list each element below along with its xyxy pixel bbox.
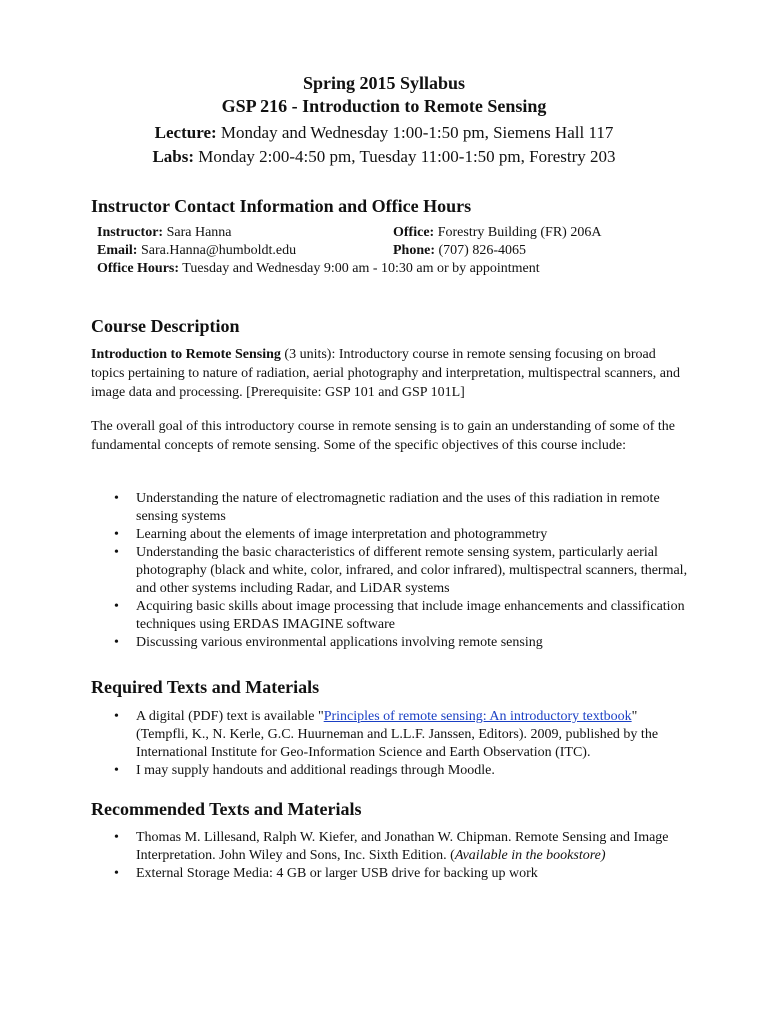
office-label: Office: xyxy=(393,225,435,240)
syllabus-header xyxy=(0,72,768,169)
lecture-value: Monday and Wednesday 1:00-1:50 pm, Siemens Hall 117 xyxy=(216,123,614,142)
contact-heading: Instructor Contact Information and Office Hours xyxy=(91,196,472,216)
lecture-label: Lecture: xyxy=(154,123,217,142)
list-item: • External Storage Media: 4 GB or larger USB drive for backing up work xyxy=(91,865,691,883)
course-description-body: (3 units): Introductory course in remote sensing focusing on broad topics pertaining to nature of radiation, aerial photography and interpretation, multispectral scanners, and image data and processing. [Prerequisite: GSP 101 and GSP 101L] xyxy=(91,347,680,400)
labs-schedule xyxy=(0,145,768,169)
contact-info xyxy=(97,224,657,278)
labs-value: Monday 2:00-4:50 pm, Tuesday 11:00-1:50 pm, Forestry 203 xyxy=(194,147,616,166)
course-description-heading: Course Description xyxy=(91,316,240,336)
list-item: • Learning about the elements of image interpretation and photogrammetry xyxy=(91,526,691,544)
required-texts-list xyxy=(91,708,691,780)
list-item: • Understanding the nature of electromagnetic radiation and the uses of this radiation in remote sensing systems xyxy=(91,490,691,526)
office-hours-label: Office Hours: xyxy=(97,261,180,276)
list-item: • Acquiring basic skills about image processing that include image enhancements and classification techniques using ERDAS IMAGINE software xyxy=(91,598,691,634)
phone-value: (707) 826-4065 xyxy=(435,243,526,258)
office-value: Forestry Building (FR) 206A xyxy=(434,225,602,240)
email-value: Sara.Hanna@humboldt.edu xyxy=(137,243,297,258)
textbook-link[interactable]: Principles of remote sensing: An introductory textbook xyxy=(323,709,632,724)
instructor-value: Sara Hanna xyxy=(163,225,232,240)
required-texts-heading: Required Texts and Materials xyxy=(91,677,320,697)
course-title: GSP 216 - Introduction to Remote Sensing xyxy=(221,96,547,116)
course-name-bold: Introduction to Remote Sensing xyxy=(91,347,281,362)
office-hours-value: Tuesday and Wednesday 9:00 am - 10:30 am or by appointment xyxy=(179,261,540,276)
course-description-text xyxy=(91,345,691,402)
list-item xyxy=(91,829,691,865)
phone-label: Phone: xyxy=(393,243,435,258)
list-item: • Understanding the basic characteristics of different remote sensing system, particularly aerial photography (black and white, color, infrared, and color infrared), multispectral scanners, thermal, and other systems including Radar, and LiDAR systems xyxy=(91,544,691,598)
recommended-texts-heading: Recommended Texts and Materials xyxy=(91,799,362,819)
objectives-list xyxy=(91,490,691,652)
recommended-texts-list xyxy=(91,829,691,883)
required-item1-post: " (Tempfli, K., N. Kerle, G.C. Huurneman and L.L.F. Janssen, Editors). 2009, published by the International Institute for Geo-Information Science and Earth Observation (ITC). xyxy=(136,709,659,760)
course-goal-text: The overall goal of this introductory course in remote sensing is to gain an understanding of some of the fundamental concepts of remote sensing. Some of the specific objectives of this course include: xyxy=(91,419,675,453)
required-item1-pre: A digital (PDF) text is available " xyxy=(136,709,324,724)
list-item: • I may supply handouts and additional readings through Moodle. xyxy=(91,762,691,780)
instructor-label: Instructor: xyxy=(97,225,164,240)
labs-label: Labs: xyxy=(152,147,195,166)
syllabus-title: Spring 2015 Syllabus xyxy=(302,73,466,93)
recommended-item1-italic: Available in the bookstore) xyxy=(454,848,606,863)
email-label: Email: xyxy=(97,243,138,258)
list-item: • Discussing various environmental applications involving remote sensing xyxy=(91,634,691,652)
lecture-schedule xyxy=(0,121,768,145)
recommended-item1-text: Thomas M. Lillesand, Ralph W. Kiefer, and Jonathan W. Chipman. Remote Sensing and Image Interpretation. John Wiley and Sons, Inc. Sixth Edition. ( xyxy=(136,830,669,863)
list-item xyxy=(91,708,691,762)
